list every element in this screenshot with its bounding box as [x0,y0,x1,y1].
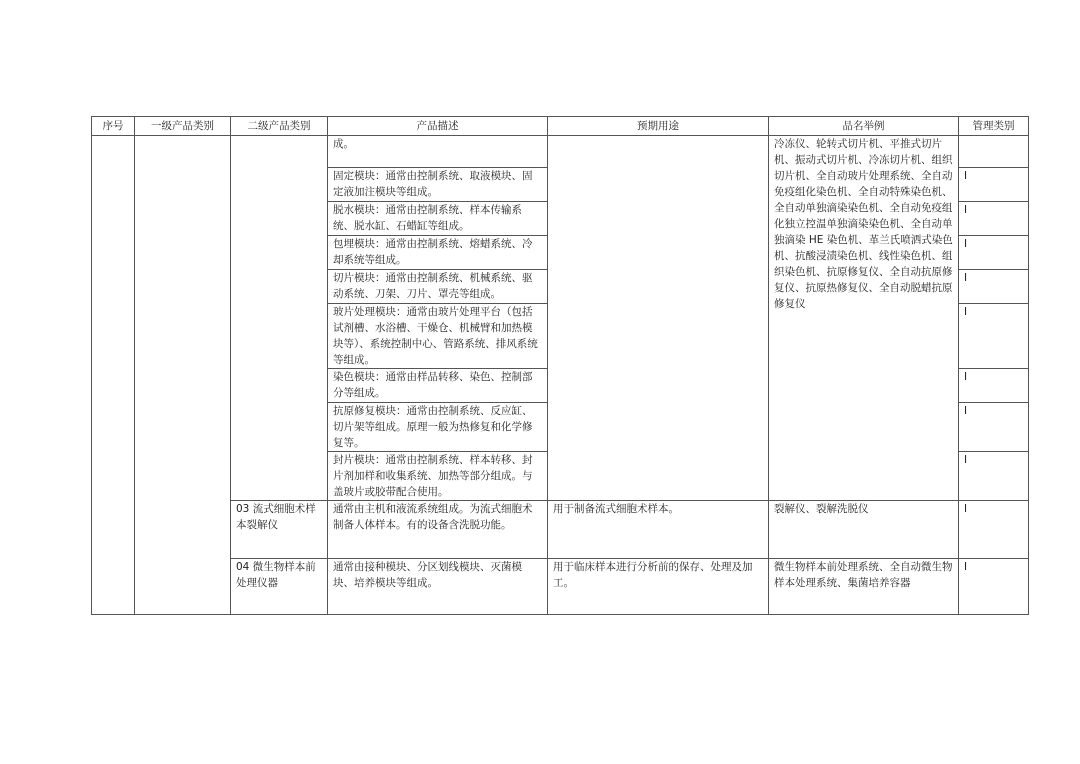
management-class-cell: I [959,304,1029,369]
intended-use-cell: 用于临床样本进行分析前的保存、处理及加工。 [548,559,769,615]
name-examples-cell: 裂解仪、裂解洗脱仪 [769,501,959,559]
header-category-2: 二级产品类别 [231,117,328,136]
management-class-cell: I [959,236,1029,270]
description-cell: 通常由主机和液流系统组成。为流式细胞术制备人体样本。有的设备含洗脱功能。 [328,501,548,559]
description-cell: 固定模块：通常由控制系统、取液模块、固定液加注模块等组成。 [328,168,548,202]
description-cell: 抗原修复模块：通常由控制系统、反应缸、切片架等组成。原理一般为热修复和化学修复等。 [328,403,548,452]
category-2-cell: 03 流式细胞术样本裂解仪 [231,501,328,559]
description-cell: 包埋模块：通常由控制系统、熔蜡系统、冷却系统等组成。 [328,236,548,270]
management-class-cell: I [959,168,1029,202]
management-class-cell: I [959,452,1029,501]
table-row [92,559,1029,615]
category-2-cell [231,136,328,501]
seq-cell [92,136,135,615]
description-cell: 通常由接种模块、分区划线模块、灭菌模块、培养模块等组成。 [328,559,548,615]
table-row [92,136,1029,168]
management-class-cell [959,136,1029,168]
name-examples-cell: 微生物样本前处理系统、全自动微生物样本处理系统、集菌培养容器 [769,559,959,615]
header-name-examples: 品名举例 [769,117,959,136]
header-seq: 序号 [92,117,135,136]
management-class-cell: I [959,202,1029,236]
management-class-cell: I [959,270,1029,304]
intended-use-cell [548,136,769,501]
header-row [92,117,1029,136]
header-management-class: 管理类别 [959,117,1029,136]
product-classification-table [91,116,1029,615]
description-cell: 封片模块：通常由控制系统、样本转移、封片剂加样和收集系统、加热等部分组成。与盖玻片或胶带配合使用。 [328,452,548,501]
description-cell: 成。 [328,136,548,168]
description-cell: 玻片处理模块：通常由玻片处理平台（包括试剂槽、水浴槽、干燥仓、机械臂和加热模块等）、系统控制中心、管路系统、排风系统等组成。 [328,304,548,369]
description-cell: 脱水模块：通常由控制系统、样本传输系统、脱水缸、石蜡缸等组成。 [328,202,548,236]
description-cell: 染色模块：通常由样品转移、染色、控制部分等组成。 [328,369,548,403]
table-row [92,501,1029,559]
category-1-cell [135,136,231,615]
header-category-1: 一级产品类别 [135,117,231,136]
management-class-cell: I [959,559,1029,615]
header-description: 产品描述 [328,117,548,136]
name-examples-cell: 冷冻仪、轮转式切片机、平推式切片机、振动式切片机、冷冻切片机、组织切片机、全自动玻片处理系统、全自动免疫组化染色机、全自动特殊染色机、全自动单独滴染染色机、全自动免疫组化独立控温单独滴染染色机、全自动单独滴染 HE 染色机、革兰氏喷洒式染色机、抗酸浸渍染色机、线性染色机、组织染色机、抗原修复仪、全自动抗原修复仪、抗原热修复仪、全自动脱蜡抗原修复仪 [769,136,959,501]
management-class-cell: I [959,501,1029,559]
description-cell: 切片模块：通常由控制系统、机械系统、驱动系统、刀架、刀片、罩壳等组成。 [328,270,548,304]
management-class-cell: I [959,369,1029,403]
category-2-cell: 04 微生物样本前处理仪器 [231,559,328,615]
management-class-cell: I [959,403,1029,452]
intended-use-cell: 用于制备流式细胞术样本。 [548,501,769,559]
header-intended-use: 预期用途 [548,117,769,136]
